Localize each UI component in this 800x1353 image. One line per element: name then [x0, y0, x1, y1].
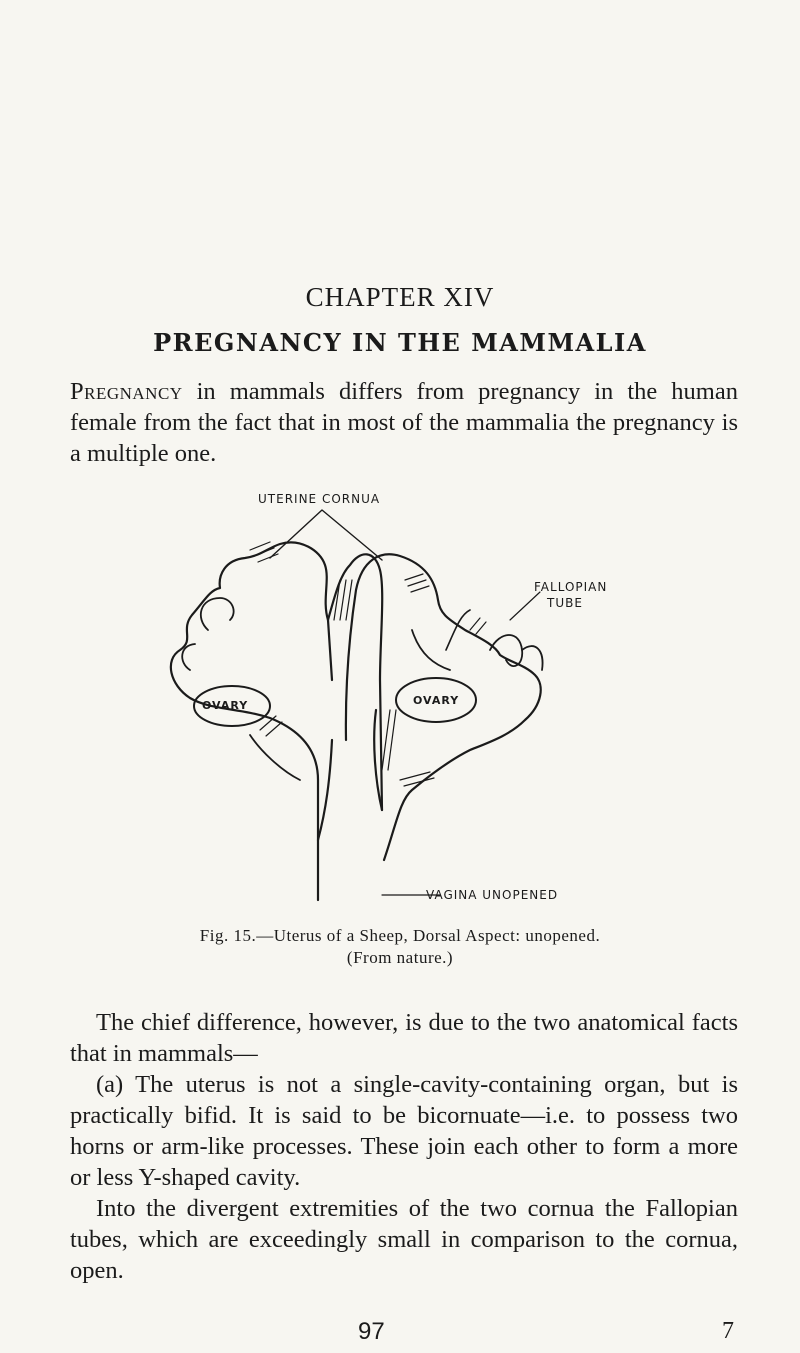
- caption-line2: (From nature.): [346, 948, 454, 967]
- label-fallopian-line1: FALLOPIAN: [534, 580, 608, 594]
- intro-paragraph: [70, 376, 738, 469]
- label-fallopian-line2: TUBE: [547, 596, 583, 610]
- uterus-figure: [150, 480, 630, 920]
- page-number: 97: [358, 1318, 385, 1345]
- paragraph-chief-difference: The chief difference, however, is due to the two anatomical facts that in mammals—: [70, 1009, 738, 1067]
- paragraph-a-uterus: [70, 1069, 738, 1193]
- label-ovary-right: OVARY: [413, 694, 460, 707]
- label-uterine-cornua: UTERINE CORNUA: [258, 492, 381, 506]
- label-vagina-unopened: VAGINA UNOPENED: [426, 888, 559, 902]
- chapter-heading: CHAPTER XIV: [305, 282, 495, 312]
- paragraph-divergent-extremities: [70, 1193, 738, 1286]
- paragraph-cornua-text: Into the divergent extremities of the two cornua the Fallopian tubes, which are exceedingly small in comparison to the cornua, open.: [70, 1195, 738, 1284]
- intro-rest: in mammals differs from pregnancy in the human female from the fact that in most of the mammalia the pregnancy is a multiple one.: [70, 378, 738, 467]
- label-ovary-left: OVARY: [202, 699, 249, 712]
- paragraph-a-text: (a) The uterus is not a single-cavity-containing organ, but is practically bifid. It is said to be bicornuate—i.e. to possess two horns or arm-like processes. These join each other to form a more or less Y-shaped cavity.: [70, 1071, 738, 1191]
- caption-line1: Fig. 15.—Uterus of a Sheep, Dorsal Aspect: unopened.: [199, 926, 601, 945]
- figure-caption: [0, 926, 800, 968]
- chapter-title: PREGNANCY IN THE MAMMALIA: [153, 328, 647, 357]
- intro-lead-word: Pregnancy: [70, 378, 183, 405]
- signature-mark: 7: [722, 1318, 734, 1344]
